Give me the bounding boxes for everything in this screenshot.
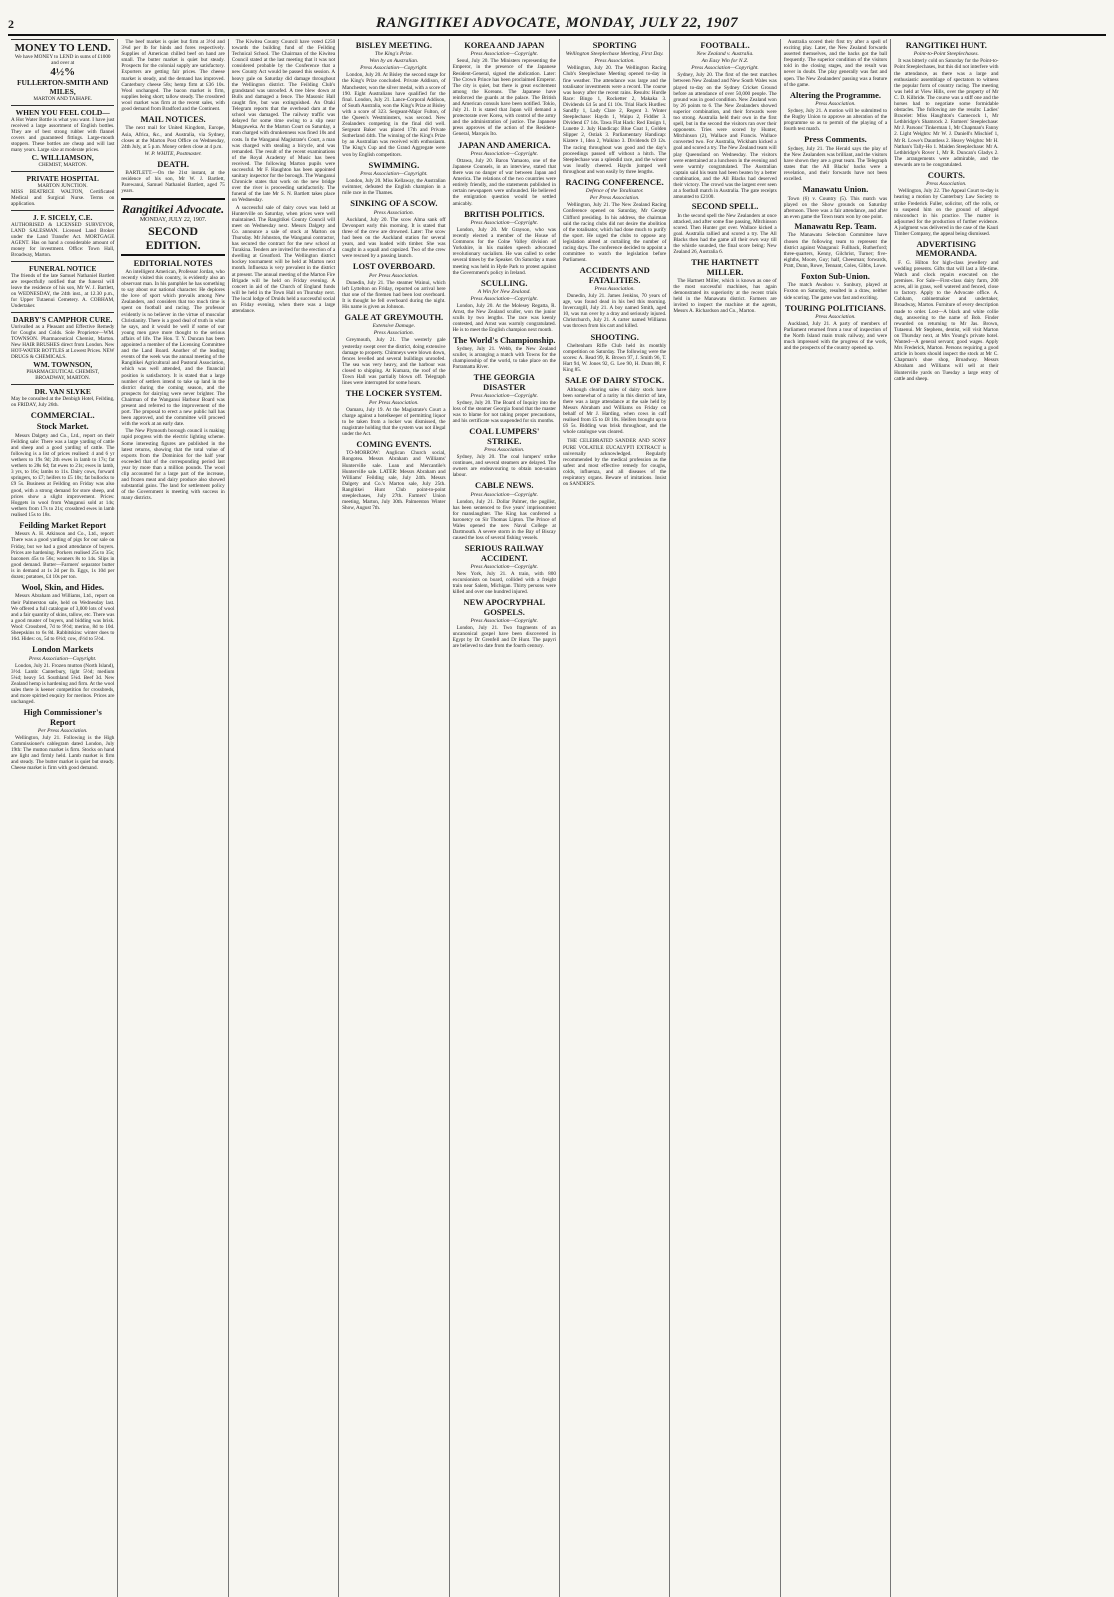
- column-7: [670, 39, 780, 1597]
- column-6: [560, 39, 670, 1597]
- article-body: London, July 21. Dollar Palmer, the pugilist, has been sentenced to five years' imprisonment for manslaughter. The King has conferred a baronetcy on Sir Thomas Lipton. The Prince of Wales opened the new Naval College at Dartmouth. A severe storm in the Bay of Biscay caused the loss of several fishing vessels.: [452, 498, 556, 542]
- article-heading: FOOTBALL.: [700, 40, 750, 50]
- article-heading: LOST OVERBOARD.: [352, 261, 435, 272]
- article-commercial: [11, 411, 114, 518]
- column-4: [339, 39, 449, 1597]
- article-body: BARTLETT.—On the 21st instant, at the residence of his son, Mr W. J. Bartlett, Parewanui, Samuel Nathaniel Bartlett, aged 75 years.: [121, 170, 225, 195]
- article-heading: Feilding Market Report: [19, 520, 107, 530]
- article-coal-lumpers: [453, 427, 556, 478]
- article-body: Auckland, July 21. A party of members of Parliament returned from a tour of inspection of the North Island main trunk railway, and were much impressed with the progress of the work, and the prospects of the country opened up.: [783, 320, 888, 352]
- article-press: Press Association.: [484, 447, 525, 454]
- article-body: Messrs Dalgety and Co., Ltd., report on their Feilding sale: There was a large yarding of cattle and sheep and a good yarding of cattle. The following is a list of prices realised: 4 and 6 yr wethers to 19s 9d; 2th ewes in lamb to 17s; fat wethers to 28s 6d; fat ewes to 21s; ewes in lamb, 3 yrs, to 16s; lambs to 11s. Dairy cows, forward springers, to £7; heifers to £5 10s; fat bullocks to £9 5s. Business at Feilding on Friday was also good, with a strong demand for store sheep, and prices show a slight improvement. Prices: Hoggets in wool from Wanganui sold at 14s; wethers from 17s to 21s; crossbred ewes in lamb realised 15s to 18s.: [11, 432, 115, 518]
- article-heading: CABLE NEWS.: [474, 480, 534, 491]
- article-body: It was bitterly cold on Saturday for the Point-to-Point Steeplechases, but this did not interfere with the attendance, as there was a large and enthusiastic assemblage of spectators to witness the popular form of country racing. The meeting was held at View Hills, over the property of Mr C. D. Kilbride. The course was a stiff one and the horses had to negotiate some formidable obstacles. The following are the results: Ladies' Bracelet: Miss Haughton's Gamecock 1, Mr Lethbridge's Shamrock 2. Farmers' Steeplechase: Mr J. Parsons' Tinkerman 1, Mr Chapman's Fanny 2. Light Weights: Mr W. J. Daniell's Mischief 1, Mr R. Lowe's Dauntless 2. Heavy Weights: Mr H. Nathan's Tally-Ho 1. Maiden Steeplechase: Mr A. Lethbridge's Rover 1, Mr R. Duncan's Gladys 2. The arrangements were admirable, and the stewards are to be congratulated.: [894, 58, 999, 168]
- article-accidents: [563, 266, 666, 329]
- article-mail-notices: [121, 115, 224, 157]
- article-overboard: [342, 262, 445, 310]
- article-body: New York, July 21. A train, with 800 excursionists on board, collided with a freight train near Salem, Michigan. Thirty persons were killed and over one hundred injured.: [452, 571, 556, 596]
- article-body: London, July 21. Two fragments of an uncanonical gospel have been discovered in Egypt by Dr Grenfell and Dr Hunt. The papyri are believed to date from the fourth century.: [452, 625, 556, 650]
- article-body: London, July 20. At Bisley the second stage for the King's Prize concluded. Private Addison, of Manchester, won the silver medal, with a score of 190. Eight Australians have qualified for the final. London, July 21. Lance-Corporal Addison, of South Australia, won the King's Prize at Bisley with a score of 323. Sergeant-Major Fulton, of the Queen's Westminsters, was second. New Zealanders competing in the final did well. Sergeant Baker was placed 17th and Private Sutherland 44th. The winning of the King's Prize by an Australian was received with enthusiasm. The King's Cup and the Grand Aggregate were won by English competitors.: [342, 72, 446, 158]
- article-press: Per Press Association.: [369, 272, 419, 279]
- article-japan-america: [453, 141, 556, 207]
- article-heading: RANGITIKEI HUNT.: [905, 40, 987, 50]
- ad-title: MONEY TO LEND.: [14, 42, 111, 54]
- masthead: [8, 6, 1106, 36]
- article-railway-accident: [453, 544, 556, 595]
- article-press: Press Association.: [373, 330, 415, 337]
- article-press: Press Association.: [594, 58, 635, 65]
- article-apocryphal-gospels: [453, 598, 556, 649]
- paper-name: Rangitikei Advocate.: [121, 201, 225, 216]
- article-body: The Kiwitea County Council have voted £250 towards the building fund of the Feilding Technical School. The Chairman of the Kiwitea Council stated at the last meeting that it was not considered probable by the Conference that a new County Act would be passed this session. A heavy gale on Saturday did damage throughout the Wellington district. The Feilding Club's grandstand was unroofed. A tree blew down at Bulls and damaged a fence. The Masonic Hall caught fire, but was extinguished. An Otaki Telegram reports that the overhead dam at the school was damaged. The railway traffic was delayed for some time owing to a slip near Mangaweka. At the Marton Court on Saturday, a man charged with drunkenness was fined 10s and costs. In the Wanganui Magistrate's Court, a man was charged with stealing a bicycle, and was remanded. The result of the recent examinations of the Royal Academy of Music has been received. The following Marton pupils were successful. Mr F. Haughton has been appointed sanitary inspector for the borough. The Wanganui Chronicle states that work on the new bridge over the river is proceeding satisfactorily. The funeral of the late Mr S. N. Bartlett takes place on Wednesday.: [231, 39, 336, 204]
- article-subheading: Wellington Steeplechase Meeting, First Day.: [565, 51, 664, 58]
- article-heading: EDITORIAL NOTES: [133, 257, 213, 268]
- article-press: Press Association—Copyright.: [470, 564, 539, 571]
- page-number: 2: [8, 17, 14, 31]
- article-subheading: An Easy Win for N.Z.: [701, 58, 749, 65]
- ad-funeral-notice: [11, 261, 114, 309]
- article-heading: Foxton Sub-Union.: [800, 271, 870, 281]
- postmaster-signature: W. P. WHITE, Postmaster.: [144, 150, 202, 157]
- article-heading: SCULLING.: [480, 277, 528, 288]
- article-korea: [453, 41, 556, 138]
- publication-date: MONDAY, JULY 22, 1907.: [139, 216, 207, 223]
- columns: [8, 39, 1106, 1597]
- article-body: London, July 21. Frozen mutton (North Island), 3½d. Lamb: Canterbury, light 5½d; medium 5¼d; heavy 5d. Southland 5¼d. Beef 3d. New Zealand hemp is hardening and firm. At the wool sales there is keener competition for crossbreds, and more spirited enquiry for merinos. Prices are unchanged.: [11, 662, 115, 706]
- masthead-title: RANGITIKEI ADVOCATE, MONDAY, JULY 22, 1907: [375, 15, 739, 31]
- article-heading: JAPAN AND AMERICA.: [457, 139, 551, 150]
- article-body: The match Awahou v. Sunbury, played at Foxton on Saturday, resulted in a draw, neither side scoring. The game was fast and exciting.: [783, 282, 888, 301]
- article-heading: MAIL NOTICES.: [140, 114, 206, 125]
- ad-sicely: [11, 210, 114, 258]
- article-body: Sydney, July 21. A motion will be submitted to the Rugby Union to approve an alteration of the programme so as to permit of the playing of a fourth test match.: [783, 108, 888, 133]
- ad-feel-cold: [11, 105, 114, 168]
- ad-van-slyke: [11, 384, 114, 408]
- article-heading: Altering the Programme.: [789, 89, 882, 100]
- edition-label: SECOND EDITION.: [145, 223, 201, 252]
- article-heading: KOREA AND JAPAN: [464, 40, 545, 50]
- article-subheading: Extensive Damage.: [372, 323, 416, 330]
- article-body: London, July 20. Miss Kellaway, the Australian swimmer, defeated the English champion in a mile race in the Thames.: [342, 178, 446, 197]
- article-press: Per Press Association.: [37, 727, 88, 734]
- article-body: The Manawatu Selection Committee have chosen the following team to represent the district against Wanganui: Fullback, Rutherford; three-quarters, Kenny, Gilchrist, Turner; five-eighths, Moore, Guy; half, Cheesman; forwards, Pratt, Dunn, Rowe, Tennant, Coles, Gibbs, Lowe.: [783, 232, 888, 269]
- article-press: Press Association—Copyright.: [470, 618, 539, 625]
- article-body: Sydney, July 21. Webb, the New Zealand sculler, is arranging a match with Towns for the championship of the world, to take place on the Parramatta River.: [452, 345, 556, 371]
- article-editorial-notes: [121, 259, 224, 502]
- article-greymouth: [342, 313, 445, 386]
- article-press: Press Association—Copyright.: [470, 392, 539, 399]
- article-heading: NEW APOCRYPHAL GOSPELS.: [463, 597, 545, 617]
- article-body: F. G. Hilton for high-class jewellery and wedding presents. Gifts that will last a life-time. Watch and clock repairs executed on the premises. For Sale—First-class dairy farm, 200 acres, all in grass, well watered and fenced, close to factory. Apply to the Advocate office. A. Cobham, cabinetmaker and undertaker, Broadway, Marton. Furniture of every description made to order. Lost—A black and white collie dog, answering to the name of Bob. Finder rewarded on returning to Mr Jas. Brown, Tutaenui. Mr Stephens, dentist, will visit Marton on Thursday next, at Mrs Young's private hotel. Wanted—A general servant; good wages. Apply Mrs Frederick, Marton. Persons requiring a good article in boots should inspect the stock at Mr C. Chapman's shoe shop, Broadway. Messrs Abraham and Williams will sell at their Hunterville yards on Tuesday a large entry of cattle and sheep.: [894, 259, 999, 382]
- article-sculling: [453, 279, 556, 371]
- article-body: A successful sale of dairy cows was held at Hunterville on Saturday, when prices were well maintained. The Rangitikei County Council will meet on Wednesday next. Messrs Dalgety and Co. announce a sale of stock at Marton on Thursday. Mr Johnston, the Wanganui contractor, has secured the contract for the new school at Turakina. Tenders are invited for the erection of a dwelling at Greatford. The Wellington district hockey tournament will be held at Marton next month. Influenza is very prevalent in the district at present. The annual meeting of the Marton Fire Brigade will be held on Friday evening. A concert in aid of the Church of England funds will be held in the Town Hall on Thursday next. The local lodge of Druids held a successful social on Friday evening, when there was a large attendance.: [231, 204, 336, 315]
- article-body: THE CELEBRATED SANDER AND SONS' PURE VOLATILE EUCALYPTI EXTRACT is universally acknowledged. Regularly recommended by the medical profession as the safest and most effective remedy for coughs, colds, influenza, and all diseases of the respiratory organs. Beware of imitations. Insist on SANDER'S.: [562, 438, 667, 488]
- article-body: In the second spell the New Zealanders at once attacked, and after some fine passing, Mitchinson scored. Then Hunter got over. Wallace kicked a goal. Australia rallied and scored a try. The All Blacks then had the game all their own way till the whistle sounded, the final score being: New Zealand 26, Australia 6.: [673, 212, 777, 256]
- article-heading: DEATH.: [157, 158, 189, 169]
- article-body: Auckland, July 20. The scow Alma sank off Devonport early this morning. It is stated that three of the crew are drowned. Later: The scow had been on the Auckland station for several years, and was loaded with timber. She was caught in a squall and capsized. Two of the crew were rescued by a passing launch.: [342, 216, 446, 260]
- article-press: Press Association—Copyright.: [691, 65, 759, 72]
- column-2: [118, 39, 228, 1597]
- article-heading: BRITISH POLITICS.: [464, 208, 545, 219]
- article-advertising-memoranda: [894, 240, 998, 382]
- article-heading: Press Comments.: [804, 134, 867, 145]
- article-press: Press Association—Copyright.: [28, 655, 97, 662]
- article-press: Press Association.: [815, 313, 856, 320]
- article-body: Sydney, July 20. The first of the test matches between New Zealand and New South Wales was played to-day on the Sydney Cricket Ground before an attendance of over 50,000 people. The ground was in good condition. New Zealand won by 26 points to 6. The New Zealanders showed superior combination, and their forwards were too strong. Australia held their own in the first spell, but in the second the visitors ran over their opponents. Tries were scored by Hunter, Mitchinson (2), Wallace and Francis. Wallace converted two. For Australia, Wickham kicked a goal and scored a try. The New Zealand team will play Queensland on Wednesday. The visitors were entertained at a luncheon in the evening and were warmly congratulated. The Australian captain said his team had been beaten by a better combination, and the All Blacks had deserved their victory. The crowd was the largest ever seen at a football match in Australia. The gate receipts amounted to £2100.: [673, 72, 777, 201]
- article-heading: THE GEORGIA DISASTER: [473, 372, 535, 392]
- ad-name: WM. TOWNSON,: [33, 360, 93, 369]
- ad-body: The friends of the late Samuel Nathaniel Bartlett are respectfully notified that the funeral will leave the residence of his son, Mr W. J. Bartlett, on WEDNESDAY, the 24th inst., at 12.30 p.m., for Upper Tutaenui Cemetery. A. COBHAM, Undertaker.: [11, 273, 115, 309]
- article-feilding-market: [11, 521, 114, 580]
- article-hartnett-miller: [673, 258, 776, 314]
- column-8: [781, 39, 891, 1597]
- article-death: [121, 160, 224, 195]
- article-foxton: [784, 272, 887, 301]
- article-body: Wellington, July 20. The Wellington Racing Club's Steeplechase Meeting opened to-day in fine weather. The attendance was large and the totalisator investments were a record. The course was heavy after the recent rains. Results: Hurdle Race: Bingo 1, Rocketter 2, Makaka 3. Dividends £4 5s and £1 10s. Trial Hack Hurdles: Sandfly 1, Lady Clare 2, Regent 3. Winter Steeplechase: Haydn 1, Waipu 2, Fiddler 3. Dividend £7 14s. Tawa Flat Hack: Red Ensign 1, Lunette 2. July Handicap: Blue Coat 1, Golden Slipper 2, Ostiak 3. Parliamentary Handicap: Kiatere 1, Idea 2, Waikino 3. Dividends £9 12s. The racing throughout was good and the day's proceedings passed off without a hitch. The Steeplechase was a splendid race, and the winner was loudly cheered. Haydn jumped well throughout and won easily by three lengths.: [562, 65, 667, 175]
- article-body: Oamaru, July 19. At the Magistrate's Court a charge against a hotelkeeper of permitting liquor to be taken from a locker was dismissed, the magistrate holding that the system was not illegal under the Act.: [342, 406, 446, 437]
- article-body: Dunedin, July 21. James Jenkins, 70 years of age, was found dead in his bed this morning. Invercargill, July 21. A boy named Smith, aged 10, was run over by a dray and seriously injured. Christchurch, July 21. A carter named Williams was thrown from his cart and killed.: [562, 293, 667, 330]
- article-swimming: [342, 161, 445, 197]
- article-heading: THE HARTNETT MILLER.: [691, 257, 759, 277]
- article-press: Press Association—Copyright.: [470, 150, 539, 157]
- article-heading: COMING EVENTS.: [356, 439, 432, 449]
- article-heading: SALE OF DAIRY STOCK.: [565, 375, 665, 386]
- ad-title: DARBY'S CAMPHOR CURE.: [13, 315, 113, 324]
- article-press: Per Press Association.: [589, 195, 640, 202]
- article-heading: SWIMMING.: [368, 159, 420, 170]
- article-body: Seoul, July 20. The Ministers representing the Emperor, in the presence of the Japanese Resident-General, signed the abdication. Later: The Crown Prince has been proclaimed Emperor. The city is quiet, but there is great excitement among the Koreans. The Japanese have reinforced the guards at the palace. The British and American consuls have been notified. Tokio, July 21. It is stated that Japan will demand a protectorate over Korea, with control of the army and the administration of justice. The Japanese press approves of the action of the Resident-General, Marquis Ito.: [452, 58, 556, 138]
- article-heading: Stock Market.: [36, 421, 89, 432]
- section-heading: COMMERCIAL.: [30, 410, 95, 420]
- article-football: [673, 41, 776, 255]
- article-subheading: Defence of the Totalisator.: [585, 188, 644, 195]
- article-heading: Wool, Skin, and Hides.: [21, 582, 105, 593]
- column-3: [229, 39, 339, 1597]
- article-locker: [342, 389, 445, 437]
- article-body: Wellington, July 21. Following is the High Commissioner's cablegram dated London, July 19th: The mutton market is firm. Stocks on hand are light and firmly held. Lamb market is firm and steady. The butter market is quiet but steady. Cheese market is firm with good demand.: [11, 734, 115, 772]
- ad-body: MISS BEATRICE WALTON, Certificated Medical and Surgical Nurse. Terms on application.: [11, 189, 115, 207]
- article-heading: London Markets: [32, 644, 94, 655]
- article-heading: RACING CONFERENCE.: [565, 177, 664, 188]
- ad-title: WHEN YOU FEEL COLD—: [15, 108, 110, 117]
- ad-rate: 4½%: [50, 66, 76, 78]
- article-press: Press Association.: [815, 101, 856, 108]
- article-press: Press Association—Copyright.: [360, 171, 428, 177]
- article-sporting: [563, 41, 666, 175]
- article-body: Ottawa, July 20. Baron Yamaoto, one of the Japanese Counsels, in an interview, stated that there was no danger of war between Japan and America. The relations of the two countries were entirely friendly, and the statements published in certain newspapers were unfounded. He believed the emigration question would be settled amicably.: [452, 157, 556, 207]
- article-local-news: [232, 39, 335, 314]
- article-racing-conference: [563, 178, 666, 263]
- ad-name: C. WILLIAMSON,: [31, 153, 94, 162]
- ad-body: A Hot Water Bottle is what you want. I have just received a large assortment of English bottles. They are of best strong rubber with flannel covers and guaranteed fittings. Large-mouth stoppers. These bottles are cheap and will last many years. Large size at moderate prices.: [11, 117, 115, 153]
- ad-place: MARTON JUNCTION.: [37, 183, 88, 189]
- ad-firm: FULLERTON-SMITH AND MILES,: [16, 78, 109, 96]
- article-body: The beef market is quiet but firm at 3½d and 3¾d per lb for hinds and fores respectively. Supplies of American chilled beef on hand are small. The butter market is quiet but steady. Prospects for the colonial supply are satisfactory. Exporters are getting fair prices. The cheese market is steady, and the demand has improved. Canterbury cheese 58s; hemp firm at £36 10s. Wool unchanged. The bacon market is firm, supplies being short; tallow steady. The crossbred wool market was firm at the recent sales, with good demand from Bradford and the Continent.: [121, 39, 225, 113]
- article-wool: [11, 583, 114, 642]
- article-heading: GALE AT GREYMOUTH.: [344, 312, 444, 323]
- article-body: The New Plymouth borough council is making rapid progress with the electric lighting scheme. Some interesting figures are published in the latest returns, showing that the total value of exports from the Dominion for the half year exceeded that of the corresponding period last year by more than a million pounds. The wool clip accounted for a large part of the increase, and frozen meat and dairy produce also showed substantial gains. The land for settlement policy of the Government is meeting with success in many districts.: [121, 428, 225, 502]
- article-body: Sydney, July 20. The Board of Inquiry into the loss of the steamer Georgia found that the master was to blame for not taking proper precautions, and his certificate was suspended for six months.: [452, 399, 556, 425]
- article-subheading: Won by an Australian.: [369, 58, 419, 65]
- article-body: London, July 20. At the Molesey Regatta, R. Arnst, the New Zealand sculler, won the junior sculls by two lengths. The race was keenly contested, and Arnst was warmly congratulated. He is to meet the English champion next month.: [452, 303, 556, 334]
- article-advert-eucalypti: [563, 438, 666, 487]
- ad-private-hospital: [11, 171, 114, 207]
- article-press: Press Association—Copyright.: [470, 296, 539, 303]
- article-heading: SECOND SPELL.: [691, 201, 759, 212]
- article-heading: High Commissioner's Report: [23, 707, 102, 727]
- article-body: Wellington, July 22. The Appeal Court to-day is hearing a motion by Canterbury Law Society to strike Frederick Fuller, solicitor, off the rolls, or to suspend him on the ground of alleged misconduct in his practice. The matter is adjourned for the production of further evidence. A judgment was delivered in the case of the Kauri Timber Company, the appeal being dismissed.: [894, 188, 999, 238]
- article-body: Greymouth, July 21. The westerly gale yesterday swept over the district, doing extensive damage to property. Chimneys were blown down, fences levelled and several buildings unroofed. The sea was very heavy, and the harbour was closed to shipping. At Kumara, the roof of the Town Hall was partially blown off. Telegraph lines were interrupted for some hours.: [342, 337, 446, 387]
- article-courts: [894, 171, 998, 237]
- article-coming-events: [342, 440, 445, 511]
- article-heading: The World's Championship.: [452, 334, 556, 345]
- article-body: Australia scored their first try after a spell of exciting play. Later, the New Zealand forwards asserted themselves, and the backs got the ball frequently. The superior condition of the visitors told in the closing stages, and the result was never in doubt. The play generally was fast and open. The New Zealanders' passing was a feature of the game.: [783, 39, 888, 88]
- ad-money-to-lend: [11, 39, 114, 102]
- article-press: Press Association.: [373, 209, 415, 216]
- article-heading: ACCIDENTS AND FATALITIES.: [579, 265, 650, 285]
- article-subheading: The King's Prize.: [374, 51, 413, 58]
- article-heading: SINKING OF A SCOW.: [350, 198, 438, 209]
- article-body: Wellington, July 21. The New Zealand Racing Conference opened on Saturday, Mr George Clifford presiding. In his address, the chairman said the racing clubs did not desire the abolition of the totalisator, which had done much to purify the sport. He urged the clubs to oppose any legislation aimed at curtailing the number of racing days. The conference decided to appoint a committee to watch the legislation before Parliament.: [562, 202, 667, 264]
- article-heading: SPORTING: [592, 40, 637, 50]
- article-bisley: [342, 41, 445, 158]
- ad-role: PHARMACEUTICAL CHEMIST, BROADWAY, MARTON.: [26, 369, 100, 381]
- column-1: [8, 39, 118, 1597]
- article-body: An intelligent American, Professor Jordan, who recently visited this country, is evidently also an observant man. In his pamphlet he has something to say about our national character. He deplores the love of sport which prevails among New Zealanders, and considers that too much time is spent on football and racing. The professor evidently is no believer in the virtue of muscular Christianity. There is a good deal of truth in what he says, and it would be well if some of our young men gave more thought to the serious affairs of life. The Hon. T. Y. Duncan has been appointed a member of the Licensing Committee and the Land Board. Another of the leading events of the week was the annual meeting of the Rangitikei Agricultural and Pastoral Association, which was well attended, and the financial position is satisfactory. It is stated that a large number of settlers intend to take up land in the district during the coming season, and the prospects for dairying were never brighter. The Chairman of the Wanganui Harbour Board was present and referred to the improvement of the port. The proposal to erect a new public hall has been approved, and the committee will proceed with the work at an early date.: [121, 268, 225, 428]
- column-9: [891, 39, 1001, 1597]
- article-body: Sydney, July 21. The Herald says the play of the New Zealanders was brilliant, and the visitors have shown they are a great team. The Telegraph states that the All Blacks' backs were a revelation, and their forwards have not been excelled.: [783, 145, 888, 183]
- article-press: Press Association—Copyright.: [470, 220, 539, 226]
- article-altering-programme: [784, 91, 887, 133]
- article-subheading: Point-to-Point Steeplechases.: [913, 51, 979, 58]
- article-press: Press Association—Copyright.: [470, 51, 539, 58]
- article-body: The Hartnett Miller, which is known as one of the most successful machines, has again demonstrated its superiority at the recent trials held in the Manawatu district. Farmers are invited to inspect the machine at the agents, Messrs A. Richardson and Co., Marton.: [673, 278, 777, 315]
- article-press: Press Association.: [594, 286, 635, 292]
- article-body: Messrs Abraham and Williams, Ltd., report on their Palmerston sale, held on Wednesday last. We offered a full catalogue of 3,000 lots of wool and a fair quantity of skins, tallow, etc. There was a good muster of buyers, and bidding was brisk. Wool: Crossbred, 7d to 9½d; merino, 8d to 10d. Sheepskins to 6s 8d. Rabbitskins: winter does to 16d. Hides: ox, 5d to 6½d; cow, 4½d to 5½d.: [11, 593, 115, 643]
- ad-darby: [11, 312, 114, 381]
- article-dairy-stock: [563, 376, 666, 435]
- article-body: Cheltenham Rifle Club held its monthly competition on Saturday. The following were the scores: A. Read 99, R. Brown 97, J. Smith 96, T. Hart 94, W. Jones 92, G. Lee 90, H. Dunn 88, F. King 85.: [562, 342, 667, 374]
- ad-role: CHEMIST, MARTON.: [38, 162, 87, 168]
- article-body: Messrs A. H. Atkinson and Co., Ltd., report: There was a good yarding of pigs for our sale on Friday, but we had a good attendance of buyers. Prices are hardening. Porkers realised 25s to 35s; baconers 45s to 56s; weaners 8s to 14s. Slips in good demand. Butter—Farmers' separator butter is in demand at 1s 2d per lb. Eggs, 1s 10d per dozen; potatoes, £4 10s per ton.: [11, 531, 115, 580]
- article-heading: Manawatu Union.: [802, 184, 869, 195]
- article-cable-news: [453, 481, 556, 541]
- article-press: Press Association.: [926, 181, 967, 188]
- article-body: TO-MORROW: Anglican Church social, Rongotea. Messrs Abraham and Williams' Hunterville sale. Loan and Mercantile's Hunterville sale. LATER: Messrs Abraham and Williams' Feilding sale, July 24th. Messrs Dalgety and Co.'s Marton sale, July 25th. Rangitikei Hunt Club point-to-point steeplechases, July 27th. Farmers' Union meeting, Marton, July 30th. Palmerston Winter Show, August 7th.: [342, 450, 446, 512]
- article-press: Per Press Association.: [369, 399, 419, 406]
- ad-body: May be consulted at the Denbigh Hotel, Feilding, on FRIDAY, July 26th.: [11, 396, 115, 408]
- article-heading: ADVERTISING MEMORANDA.: [915, 239, 977, 259]
- ad-body: We have MONEY to LEND in sums of £1000 and over at: [14, 54, 111, 66]
- article-heading: BISLEY MEETING.: [355, 40, 432, 50]
- article-heading: TOURING POLITICIANS.: [784, 302, 886, 313]
- article-body: Town (6) v. Country (5). This match was played on the Show grounds on Saturday afternoon. There was a fair attendance, and after an even game the Town team won by one point.: [783, 195, 888, 220]
- article-georgia: [453, 373, 556, 424]
- article-heading: SHOOTING.: [590, 331, 639, 342]
- article-heading: Manawatu Rep. Team.: [794, 221, 877, 232]
- article-body: Dunedin, July 21. The steamer Wainui, which left Lyttelton on Friday, reported on arrival here that one of the firemen had been lost overboard. It is thought he fell overboard during the night. His name is given as Johnson.: [342, 279, 446, 310]
- article-manawatu-union: [784, 185, 887, 269]
- article-shooting: [563, 333, 666, 374]
- article-football-continued: [784, 39, 887, 88]
- article-press-comments: [784, 135, 887, 182]
- paper-banner: [121, 198, 224, 256]
- column-5: [450, 39, 560, 1597]
- ad-place: MARTON AND TAIHAPE.: [33, 96, 92, 102]
- article-press: Press Association—Copyright.: [470, 491, 539, 498]
- article-heading: SERIOUS RAILWAY ACCIDENT.: [464, 543, 544, 563]
- article-rangitikei-hunt: [894, 41, 998, 168]
- article-body: Although clearing sales of dairy stock have been somewhat of a rarity in this district of late, there was a large attendance at the sale held by Messrs Abraham and Williams on Friday on behalf of Mr J. Harding, when cows in calf realised from £5 to £8 10s. Heifers brought up to £6 5s. Bidding was brisk throughout, and the whole catalogue was cleared.: [562, 386, 667, 436]
- article-high-commissioner: [11, 708, 114, 771]
- article-british-politics: [453, 210, 556, 276]
- article-touring-politicians: [784, 304, 887, 352]
- article-subheading: New Zealand v. Australia.: [696, 51, 754, 58]
- article-london-markets: [11, 645, 114, 705]
- article-body: Sydney, July 20. The coal lumpers' strike continues, and several steamers are delayed. The owners are endeavouring to obtain non-union labour.: [452, 454, 556, 479]
- article-subheading: A Win for New Zealand.: [477, 289, 531, 296]
- article-market-continued: [121, 39, 224, 112]
- article-heading: THE LOCKER SYSTEM.: [345, 388, 442, 399]
- article-press: Press Association—Copyright.: [360, 65, 428, 72]
- article-scow: [342, 199, 445, 259]
- ad-title: FUNERAL NOTICE: [29, 264, 97, 273]
- ad-title: J. F. SICELY, C.E.: [32, 213, 93, 222]
- article-body: London, July 20. Mr Grayson, who was recently elected a member of the House of Commons for the Colne Valley division of Yorkshire, in his maiden speech advocated revolutionary socialism. He was called to order several times by the Speaker. On Saturday a mass meeting was held in Hyde Park to protest against the Government's policy in Ireland.: [452, 227, 556, 276]
- ad-body: Unrivalled as a Pleasant and Effective Remedy for Coughs and Colds. Sole Proprietor—WM. TOWNSON. Pharmaceutical Chemist, Marton. New HAIR BRUSHES direct from London. New HOT-WATER BOTTLES at Lowest Prices. NEW DRUGS & CHEMICALS.: [11, 324, 115, 360]
- article-heading: COAL LUMPERS' STRIKE.: [469, 426, 540, 446]
- ad-title: PRIVATE HOSPITAL: [26, 174, 99, 183]
- ad-body: AUTHORISED & LICENSED SURVEYOR, LAND SALESMAN. Licensed Land Broker under the Land Transfer Act. MORTGAGE AGENT. Has on hand a considerable amount of money for investment. Office: Town Hall, Broadway, Marton.: [11, 222, 115, 258]
- article-body: The next mail for United Kingdom, Europe, Asia, Africa, &c., and Australia, via Sydney, closes at the Marton Post Office on Wednesday, 24th July, at 5 p.m. Money orders close at 4 p.m.: [121, 125, 225, 150]
- ad-title: DR. VAN SLYKE: [34, 387, 91, 396]
- article-heading: COURTS.: [927, 170, 965, 181]
